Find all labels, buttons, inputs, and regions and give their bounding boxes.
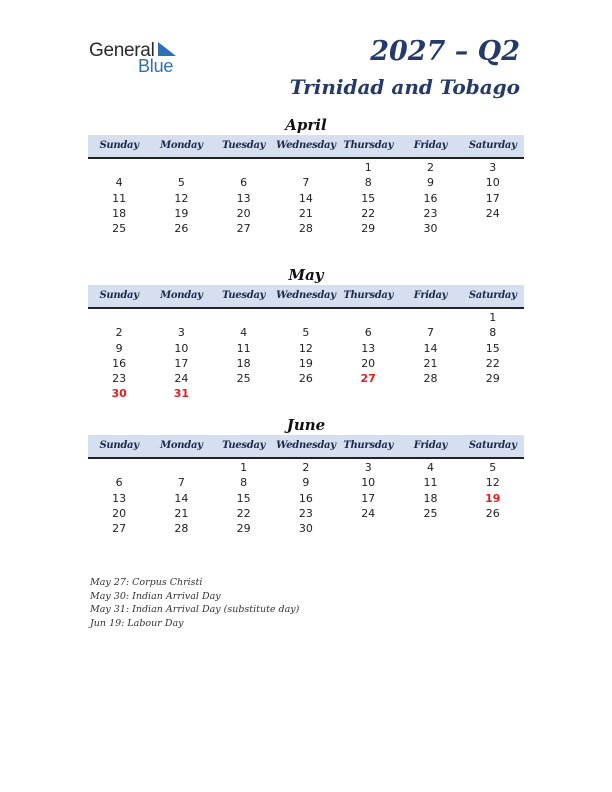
quarter-title: 2027 – Q2: [370, 36, 520, 67]
weekday-label-thursday: Thursday: [343, 290, 394, 301]
day-cell: 12: [298, 341, 313, 355]
day-cell: 15: [236, 491, 251, 505]
day-cell: 26: [485, 506, 500, 520]
day-cell: 25: [236, 372, 251, 386]
day-cell: 7: [426, 326, 434, 340]
day-cell: 16: [423, 191, 438, 205]
day-cell: 18: [112, 206, 127, 220]
weekday-label-friday: Friday: [413, 140, 448, 151]
empty-day-cell: [462, 221, 524, 236]
day-cell: 11: [423, 476, 438, 490]
day-cell: 10: [485, 176, 500, 190]
day-cell: 8: [364, 176, 372, 190]
day-cell: 24: [361, 506, 376, 520]
day-cell: 6: [115, 476, 123, 490]
empty-day-cell: [337, 521, 399, 536]
day-cell: 16: [298, 491, 313, 505]
day-cell: 23: [112, 372, 127, 386]
weekday-label-monday: Monday: [160, 440, 203, 451]
day-cell: 12: [485, 476, 500, 490]
day-cell: 13: [236, 191, 251, 205]
empty-day-cell: [399, 310, 461, 325]
day-cell: 22: [236, 506, 251, 520]
empty-day-cell: [275, 386, 337, 401]
weekday-label-friday: Friday: [413, 290, 448, 301]
empty-day-cell: [462, 521, 524, 536]
day-cell: 17: [361, 491, 376, 505]
day-cell: 16: [112, 356, 127, 370]
day-cell: 14: [298, 191, 313, 205]
day-grid: [88, 459, 524, 536]
weekday-label-saturday: Saturday: [468, 440, 517, 451]
day-cell: 23: [423, 206, 438, 220]
empty-day-cell: [462, 386, 524, 401]
month-june: [88, 415, 524, 536]
day-cell: 20: [361, 356, 376, 370]
day-cell: 31: [173, 387, 190, 401]
day-cell: 13: [112, 491, 127, 505]
weekday-label-tuesday: Tuesday: [222, 140, 266, 151]
weekday-label-tuesday: Tuesday: [222, 290, 266, 301]
day-cell: 1: [364, 161, 372, 174]
day-cell: 30: [423, 222, 438, 236]
day-cell: 29: [361, 222, 376, 236]
day-cell: 18: [423, 491, 438, 505]
holiday-entry: May 31: Indian Arrival Day (substitute day): [90, 604, 300, 616]
weekday-label-thursday: Thursday: [343, 140, 394, 151]
day-cell: 6: [364, 326, 372, 340]
day-grid: [88, 309, 524, 402]
day-cell: 15: [485, 341, 500, 355]
day-cell: 24: [485, 206, 500, 220]
weekday-label-monday: Monday: [160, 140, 203, 151]
month-name: May: [288, 266, 324, 284]
day-cell: 23: [298, 506, 313, 520]
day-cell: 17: [485, 191, 500, 205]
day-cell: 3: [177, 326, 185, 340]
day-cell: 14: [174, 491, 189, 505]
empty-day-cell: [150, 160, 212, 175]
weekday-label-monday: Monday: [160, 290, 203, 301]
empty-day-cell: [150, 310, 212, 325]
day-cell: 7: [177, 476, 185, 490]
day-cell: 1: [489, 311, 497, 324]
generalblue-logo: [89, 40, 189, 76]
day-cell: 8: [240, 476, 248, 490]
weekday-label-sunday: Sunday: [99, 290, 139, 301]
day-cell: 15: [361, 191, 376, 205]
day-cell: 26: [298, 372, 313, 386]
weekday-label-sunday: Sunday: [99, 140, 139, 151]
day-cell: 3: [489, 161, 497, 174]
day-cell: 27: [112, 522, 127, 536]
day-cell: 21: [298, 206, 313, 220]
day-cell: 9: [115, 341, 123, 355]
day-cell: 25: [423, 506, 438, 520]
day-cell: 3: [364, 461, 372, 474]
day-cell: 20: [236, 206, 251, 220]
day-cell: 27: [360, 372, 376, 386]
day-cell: 21: [174, 506, 189, 520]
empty-day-cell: [88, 160, 150, 175]
day-cell: 9: [302, 476, 310, 490]
holiday-entry: May 30: Indian Arrival Day: [90, 590, 221, 602]
day-cell: 19: [298, 356, 313, 370]
day-cell: 24: [174, 372, 189, 386]
day-cell: 2: [115, 326, 123, 340]
day-cell: 5: [489, 461, 497, 474]
empty-day-cell: [213, 310, 275, 325]
weekday-header: [88, 135, 524, 159]
day-cell: 27: [236, 222, 251, 236]
day-cell: 7: [302, 176, 310, 190]
day-cell: 30: [298, 522, 313, 536]
day-cell: 28: [423, 372, 438, 386]
day-cell: 18: [236, 356, 251, 370]
weekday-header: [88, 435, 524, 459]
day-cell: 19: [485, 491, 501, 505]
day-cell: 28: [298, 222, 313, 236]
weekday-label-wednesday: Wednesday: [276, 140, 336, 151]
day-cell: 20: [112, 506, 127, 520]
weekday-label-saturday: Saturday: [468, 140, 517, 151]
month-name: April: [285, 116, 327, 134]
empty-day-cell: [275, 160, 337, 175]
day-cell: 13: [361, 341, 376, 355]
empty-day-cell: [399, 521, 461, 536]
weekday-header: [88, 285, 524, 309]
holiday-list: [90, 576, 299, 631]
weekday-label-thursday: Thursday: [343, 440, 394, 451]
day-cell: 8: [489, 326, 497, 340]
day-cell: 28: [174, 522, 189, 536]
day-cell: 5: [177, 176, 185, 190]
month-name: June: [286, 416, 326, 434]
day-cell: 26: [174, 222, 189, 236]
day-cell: 11: [236, 341, 251, 355]
month-may: [88, 265, 524, 402]
day-cell: 4: [426, 461, 434, 474]
day-cell: 25: [112, 222, 127, 236]
day-cell: 10: [361, 476, 376, 490]
day-cell: 17: [174, 356, 189, 370]
day-cell: 14: [423, 341, 438, 355]
day-cell: 2: [302, 461, 310, 474]
month-april: [88, 115, 524, 236]
logo-blue-text: Blue: [138, 56, 174, 76]
day-cell: 22: [485, 356, 500, 370]
day-cell: 21: [423, 356, 438, 370]
day-cell: 22: [361, 206, 376, 220]
country-title: Trinidad and Tobago: [289, 75, 520, 99]
empty-day-cell: [213, 160, 275, 175]
day-cell: 29: [236, 522, 251, 536]
empty-day-cell: [88, 310, 150, 325]
empty-day-cell: [213, 386, 275, 401]
day-cell: 5: [302, 326, 310, 340]
logo-general-text: General: [89, 40, 155, 61]
empty-day-cell: [275, 310, 337, 325]
holiday-entry: May 27: Corpus Christi: [90, 577, 203, 588]
weekday-label-sunday: Sunday: [99, 440, 139, 451]
day-cell: 11: [112, 191, 127, 205]
empty-day-cell: [88, 460, 150, 475]
day-cell: 29: [485, 372, 500, 386]
day-cell: 4: [115, 176, 123, 190]
weekday-label-friday: Friday: [413, 440, 448, 451]
day-cell: 4: [240, 326, 248, 340]
weekday-label-tuesday: Tuesday: [222, 440, 266, 451]
empty-day-cell: [337, 310, 399, 325]
weekday-label-saturday: Saturday: [468, 290, 517, 301]
holiday-entry: Jun 19: Labour Day: [90, 618, 184, 630]
day-cell: 19: [174, 206, 189, 220]
empty-day-cell: [150, 460, 212, 475]
weekday-label-wednesday: Wednesday: [276, 290, 336, 301]
day-cell: 1: [240, 461, 248, 474]
day-cell: 2: [426, 161, 434, 174]
empty-day-cell: [337, 386, 399, 401]
day-cell: 12: [174, 191, 189, 205]
day-cell: 30: [111, 387, 127, 401]
day-cell: 10: [174, 341, 189, 355]
empty-day-cell: [399, 386, 461, 401]
day-grid: [88, 159, 524, 236]
day-cell: 9: [426, 176, 434, 190]
weekday-label-wednesday: Wednesday: [276, 440, 336, 451]
day-cell: 6: [240, 176, 248, 190]
